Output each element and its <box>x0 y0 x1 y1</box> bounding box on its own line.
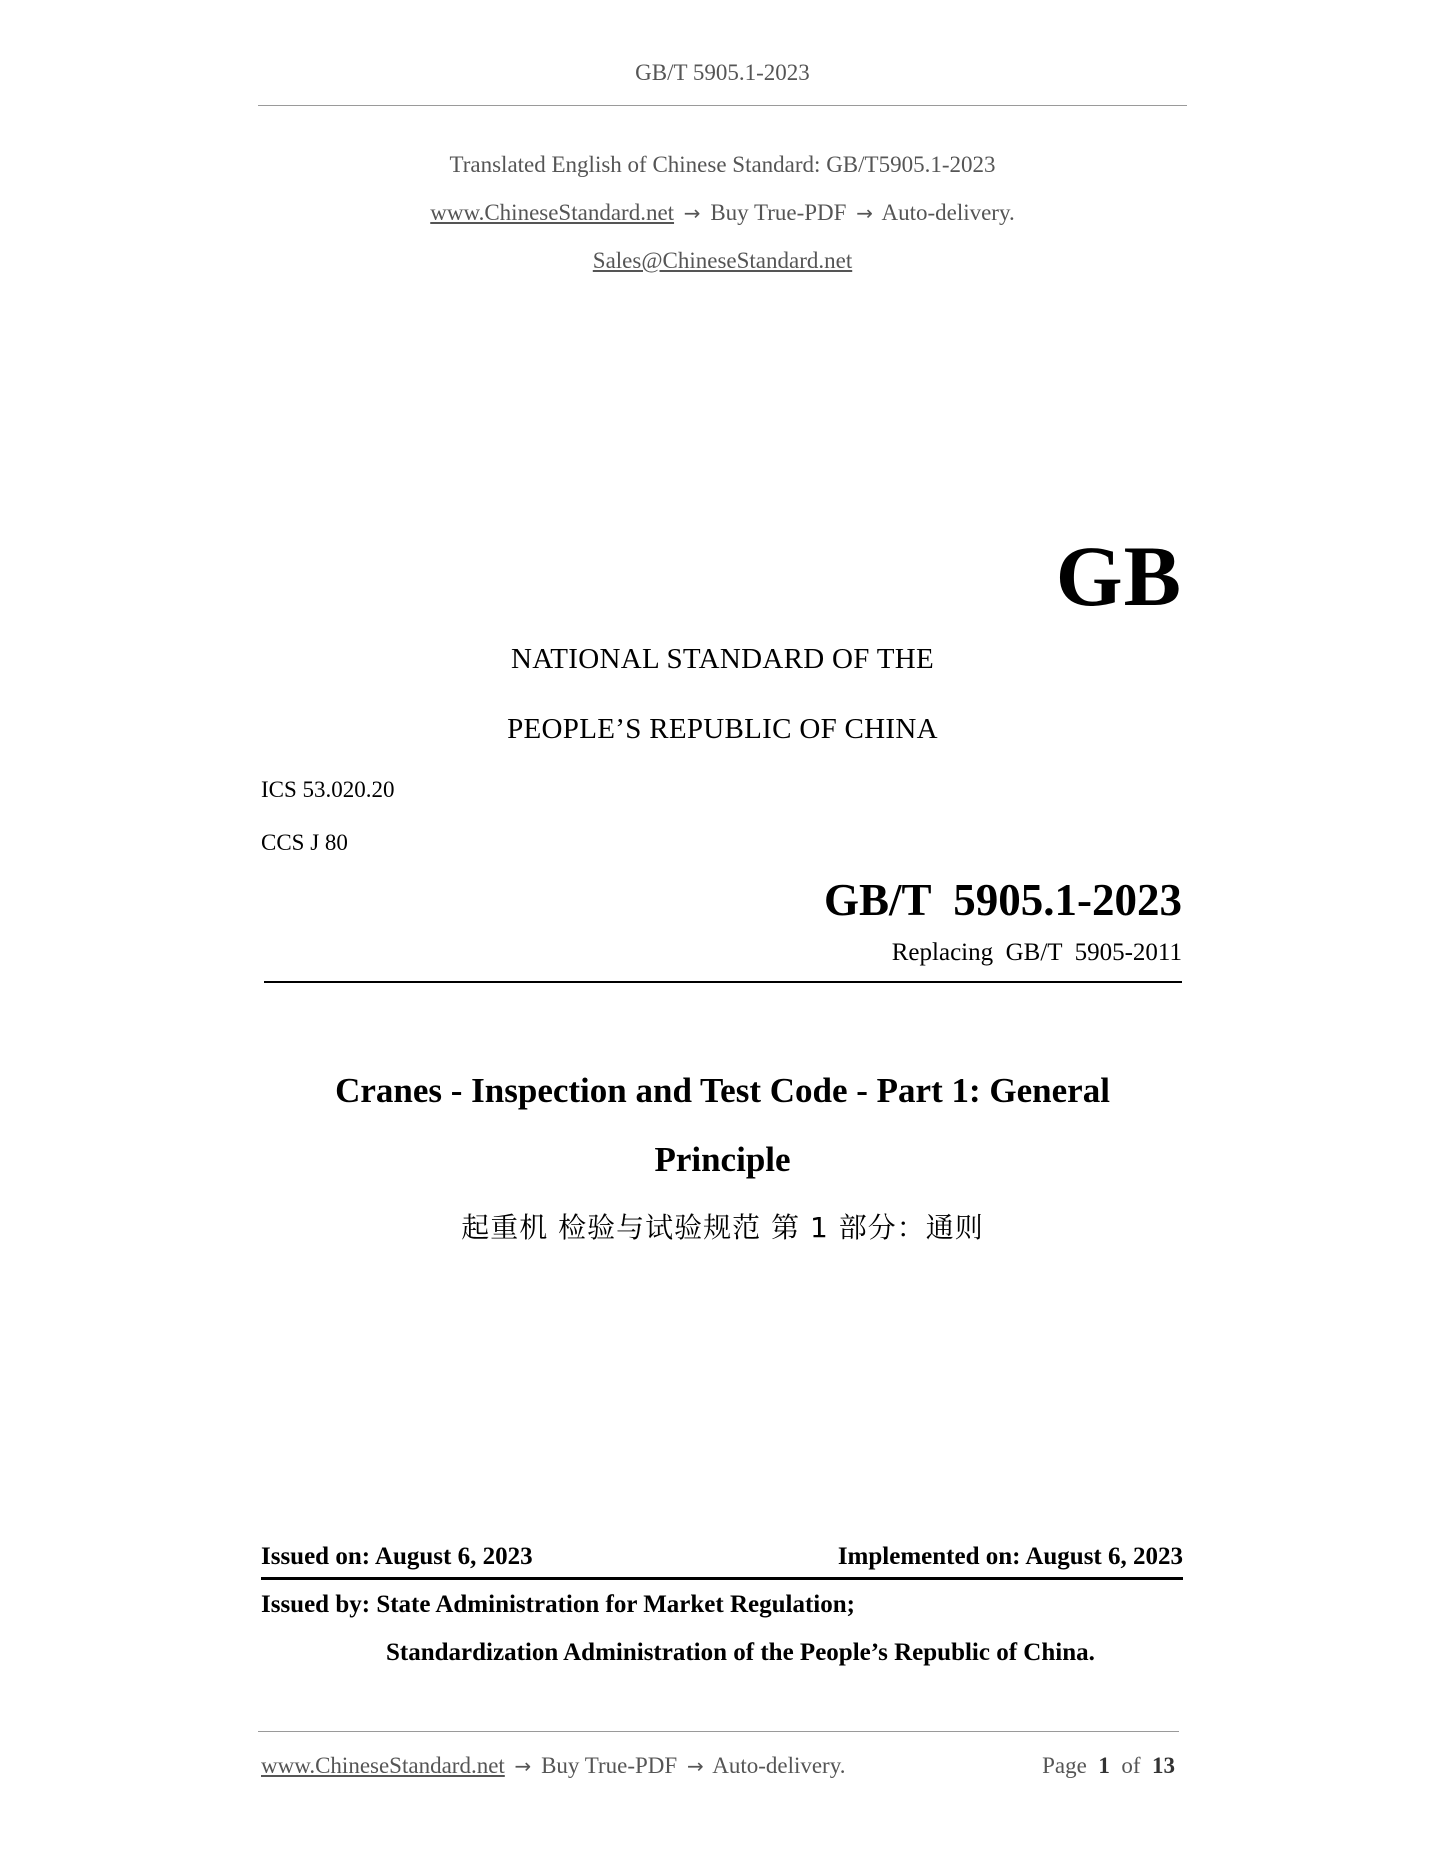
gb-mark: GB <box>1055 528 1182 624</box>
issued-on: Issued on: August 6, 2023 <box>261 1543 533 1570</box>
issued-by-line-1: Issued by: State Administration for Market Regulation; <box>261 1591 855 1618</box>
page-number: 1 <box>1098 1753 1110 1778</box>
footer-site-link[interactable]: www.ChineseStandard.net <box>261 1753 505 1778</box>
running-header: GB/T 5905.1-2023 <box>635 60 810 85</box>
right-arrow-icon: → <box>686 1754 704 1778</box>
footer-buy-text: Buy True-PDF <box>541 1753 678 1778</box>
implemented-on: Implemented on: August 6, 2023 <box>837 1543 1183 1570</box>
issue-dates <box>261 1541 1183 1573</box>
issue-divider <box>261 1577 1183 1580</box>
right-arrow-icon: → <box>514 1754 532 1778</box>
page-label: Page <box>1042 1753 1087 1778</box>
footer-divider <box>258 1731 1179 1732</box>
ccs-code: CCS J 80 <box>261 830 348 855</box>
national-standard-line-2: PEOPLE’S REPUBLIC OF CHINA <box>507 713 938 745</box>
footer-purchase-line <box>261 1751 845 1781</box>
replacing-standard: Replacing GB/T 5905-2011 <box>891 939 1182 966</box>
ics-code: ICS 53.020.20 <box>261 777 395 802</box>
issued-by-line-2: Standardization Administration of the People’s Republic of China. <box>386 1639 1095 1666</box>
english-title-line-1: Cranes - Inspection and Test Code - Part 1: General <box>335 1071 1110 1110</box>
purchase-line <box>0 198 1445 228</box>
chinese-title: 起重机 检验与试验规范 第 1 部分：通则 <box>461 1211 984 1244</box>
right-arrow-icon: → <box>856 201 873 225</box>
standard-number: GB/T 5905.1-2023 <box>824 875 1182 925</box>
english-title-line-2: Principle <box>654 1140 791 1179</box>
translation-notice: Translated English of Chinese Standard: GB/T5905.1-2023 <box>449 152 996 177</box>
auto-delivery-text: Auto-delivery. <box>881 200 1015 225</box>
page-total: 13 <box>1152 1753 1175 1778</box>
header-divider <box>258 105 1187 106</box>
right-arrow-icon: → <box>683 201 701 225</box>
national-standard-line-1: NATIONAL STANDARD OF THE <box>511 643 934 675</box>
of-label: of <box>1121 1753 1141 1778</box>
buy-true-pdf-text: Buy True-PDF <box>710 200 847 225</box>
site-link[interactable]: www.ChineseStandard.net <box>430 200 675 225</box>
page-indicator <box>1042 1751 1175 1781</box>
footer-delivery-text: Auto-delivery. <box>712 1753 846 1778</box>
email-line <box>0 246 1445 276</box>
cover-divider <box>264 981 1182 983</box>
email-link[interactable]: Sales@ChineseStandard.net <box>592 248 853 273</box>
